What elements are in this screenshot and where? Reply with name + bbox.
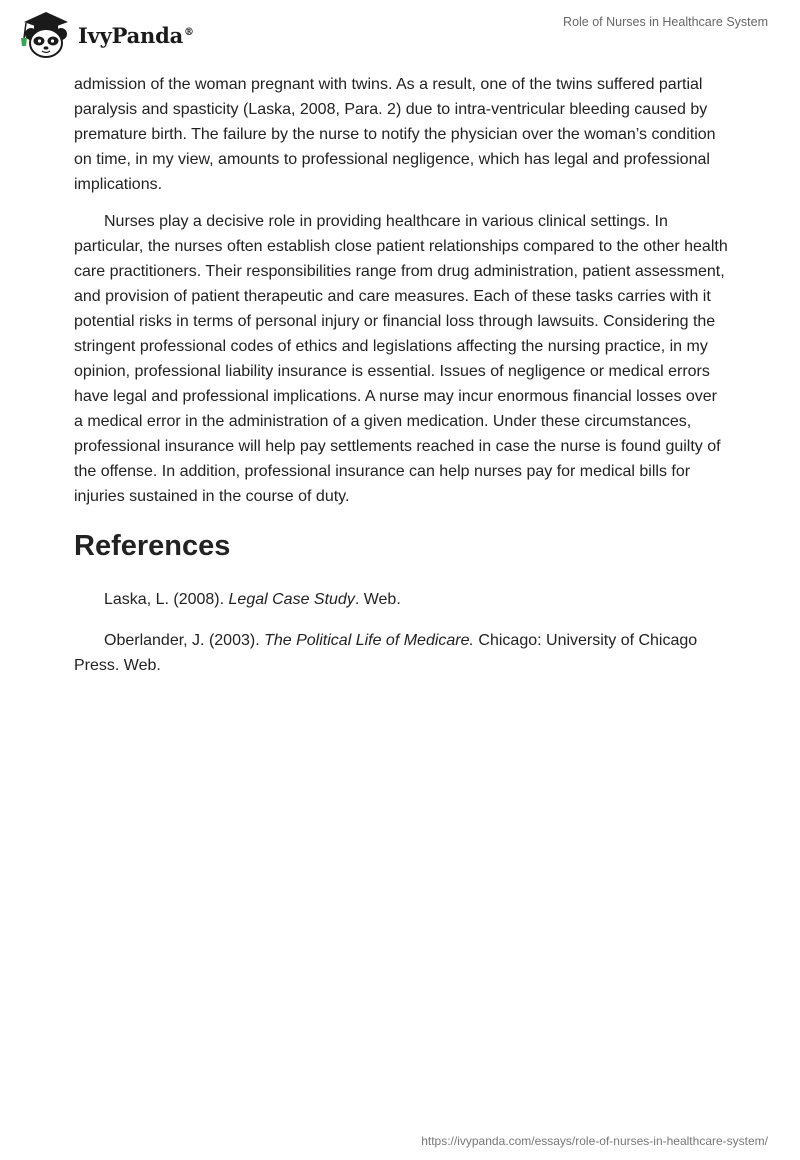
- registered-mark: ®: [184, 26, 194, 38]
- reference-authors: Laska, L. (2008).: [104, 591, 229, 608]
- document-title: Role of Nurses in Healthcare System: [563, 15, 768, 29]
- reference-authors: Oberlander, J. (2003).: [104, 632, 265, 649]
- body-paragraph: admission of the woman pregnant with twins. As a result, one of the twins suffered partial paralysis and spasticity (Laska, 2008, Para. 2) due to intra-ventricular bleeding caused by premature birth. The failure by the nurse to notify the physician over the woman’s condition on time, in my view, amounts to professional negligence, which has legal and professional implications.: [74, 76, 716, 193]
- reference-tail: . Web.: [354, 591, 401, 608]
- reference-title: Legal Case Study: [228, 591, 355, 608]
- reference-item: [74, 628, 730, 678]
- body-paragraph: Nurses play a decisive role in providing healthcare in various clinical settings. In particular, the nurses often establish close patient relationships compared to the other health care practitioners. Their responsibilities range from drug administration, patient assessment, and provision of patient therapeutic and care measures. Each of these tasks carries with it potential risks in terms of personal injury or financial loss through lawsuits. Considering the stringent professional codes of ethics and legislations affecting the nursing practice, in my opinion, professional liability insurance is essential. Issues of negligence or medical errors have legal and professional implications. A nurse may incur enormous financial losses over a medical error in the administration of a given medication. Under these circumstances, professional insurance will help pay settlements reached in case the nurse is found guilty of the offense. In addition, professional insurance can help nurses pay for medical bills for injuries sustained in the course of duty.: [74, 213, 728, 505]
- source-url[interactable]: https://ivypanda.com/essays/role-of-nurses-in-healthcare-system/: [421, 1134, 768, 1148]
- panda-graduate-icon: [16, 8, 74, 60]
- reference-tail: Chicago: University of Chicago Press. Web.: [74, 632, 698, 674]
- essay-content: [74, 72, 730, 694]
- reference-item: [74, 587, 730, 612]
- brand-logo[interactable]: [16, 8, 194, 60]
- page-header: [0, 0, 800, 70]
- reference-title: The Political Life of Medicare.: [264, 632, 474, 649]
- references-heading: References: [74, 530, 231, 562]
- brand-name: IvyPanda®: [78, 22, 194, 48]
